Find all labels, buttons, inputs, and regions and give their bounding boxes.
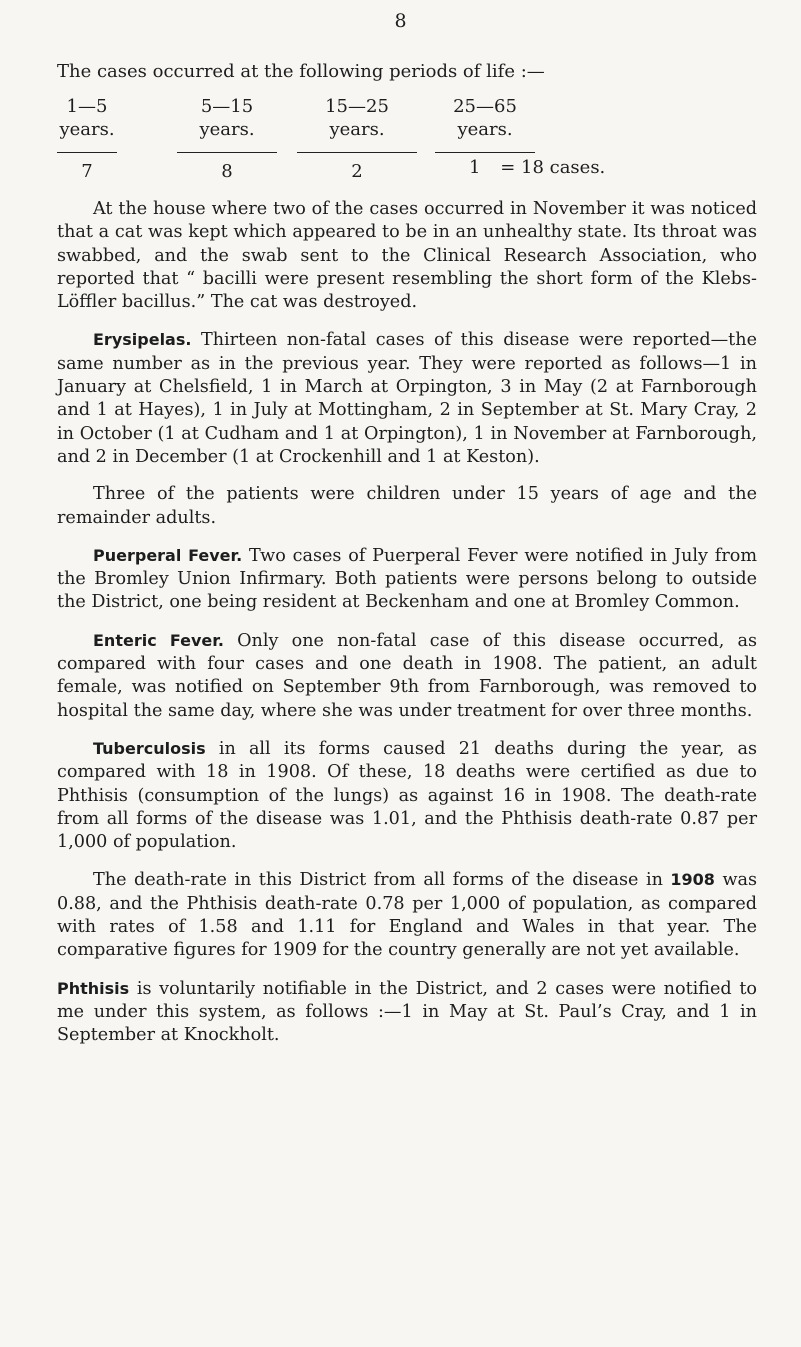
age-unit: years. [199, 119, 255, 140]
age-table [57, 96, 757, 186]
text-deathrate-pre: The death-rate in this District from all forms of the disease in [93, 870, 663, 891]
age-group-2 [177, 96, 277, 182]
total-cases [469, 157, 605, 178]
heading-puerperal-fever: Puerperal Fever. [93, 545, 243, 565]
paragraph-phthisis [57, 977, 757, 1048]
age-range: 25—65 [453, 96, 517, 117]
age-unit: years. [457, 119, 513, 140]
heading-phthisis: Phthisis [57, 978, 130, 998]
age-group-3 [297, 96, 417, 182]
text-erysipelas: Thirteen non-fatal cases of this disease were reported—the same number as in the previous year. They were reported as follows—1 in January at Chelsfield, 1 in March at Orpington, 3 in May (2 at Farnborough and 1 at Hayes), 1 in July at Mottingham, 2 in September at St. Mary Cray, 2 in October (1 at Cudham and 1 at Orpington), 1 in November at Farnborough, and 2 in December (1 at Crockenhill and 1 at Keston). [57, 330, 757, 467]
text-enteric: Only one non-fatal case of this disease occurred, as compared with four cases and one death in 1908. The patient, an adult female, was notified on September 9th from Farnborough, was removed to hospital the same day, where she was under treatment for over three months. [57, 630, 757, 721]
divider [297, 152, 417, 153]
divider [57, 152, 117, 153]
text-deathrate-post: was 0.88, and the Phthisis death-rate 0.78 per 1,000 of population, as compared with rates of 1.58 and 1.11 for England and Wales in that year. The comparative figures for 1909 for the country generally are not yet available. [57, 870, 758, 961]
paragraph-enteric [57, 629, 757, 723]
page-number: 8 [394, 10, 407, 32]
divider [177, 152, 277, 153]
heading-erysipelas: Erysipelas. [93, 330, 192, 350]
text-puerperal: Two cases of Puerperal Fever were notified in July from the Bromley Union Infirmary. Both patients were persons belong to outside the District, one being resident at Beckenham and one at Bromley Common. [57, 545, 758, 613]
age-range: 1—5 [66, 96, 108, 117]
text-phthisis: is voluntarily notifiable in the District, and 2 cases were notified to me under this system, as follows :—1 in May at St. Paul’s Cray, and 1 in September at Knockholt. [57, 978, 757, 1046]
age-group-1 [57, 96, 117, 182]
paragraph-erysipelas [57, 328, 757, 469]
case-count: 8 [221, 161, 233, 182]
paragraph-puerperal [57, 544, 757, 615]
paragraph-tuberculosis [57, 737, 757, 854]
age-range: 5—15 [200, 96, 254, 117]
total-count: 1 [469, 157, 481, 178]
heading-tuberculosis: Tuberculosis [93, 738, 206, 758]
age-unit: years. [59, 119, 115, 140]
report-body [57, 198, 757, 1062]
paragraph-deathrate [57, 868, 757, 962]
paragraph-children: Three of the patients were children under 15 years of age and the remainder adults. [57, 484, 757, 528]
total-label: = 18 cases. [500, 157, 606, 178]
year-1908: 1908 [670, 870, 715, 890]
divider [435, 152, 535, 153]
text-tuberculosis: in all its forms caused 21 deaths during the year, as compared with 18 in 1908. Of these, 18 deaths were certified as due to Phthisis (consumption of the lungs) as against 16 in 1908. The death-rate from all forms of the disease was 1.01, and the Phthisis death-rate 0.87 per 1,000 of population. [57, 738, 758, 853]
intro-line: The cases occurred at the following periods of life :— [57, 61, 545, 82]
case-count: 7 [81, 161, 93, 182]
age-range: 15—25 [325, 96, 389, 117]
age-unit: years. [329, 119, 385, 140]
paragraph-cat: At the house where two of the cases occurred in November it was noticed that a cat was kept which appeared to be in an unhealthy state. Its throat was swabbed, and the swab sent to the Clinical Research Association, who reported that “ bacilli were present resembling the short form of the Klebs-Löffler bacillus.” The cat was destroyed. [57, 199, 757, 313]
heading-enteric-fever: Enteric Fever. [93, 630, 224, 650]
case-count: 2 [351, 161, 363, 182]
